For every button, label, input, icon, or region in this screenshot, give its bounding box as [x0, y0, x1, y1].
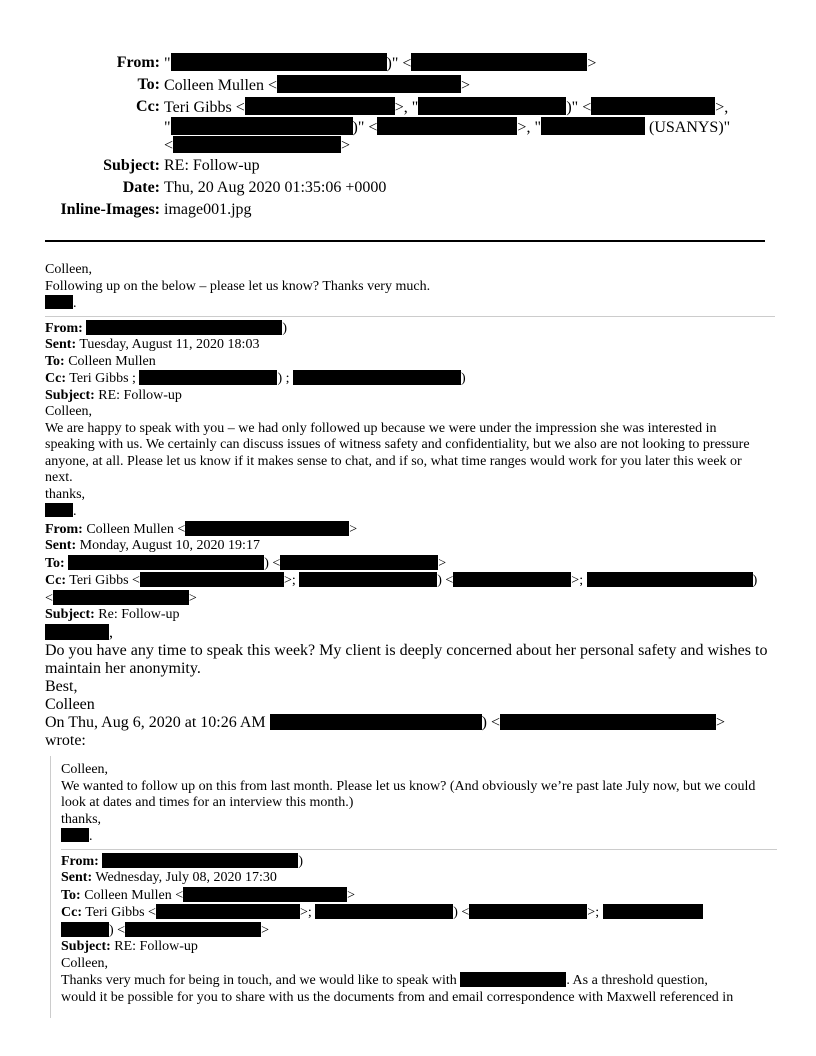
- subject-label: Subject:: [61, 939, 111, 954]
- redacted-block: [45, 295, 73, 309]
- redacted-block: [171, 117, 353, 135]
- redacted-block: [453, 572, 571, 587]
- cc-text: >, ": [394, 99, 419, 116]
- redacted-block: [277, 75, 461, 93]
- quoted-to: [61, 887, 777, 905]
- redacted-block: [377, 117, 517, 135]
- redacted-block: [315, 904, 453, 919]
- quoted-greeting: Colleen,: [61, 762, 109, 777]
- subject-value: RE: Follow-up: [98, 387, 182, 403]
- cc-text: (USANYS)": [644, 119, 731, 136]
- greet-comma: ,: [109, 623, 113, 641]
- para-text: Thanks very much for being in touch, and we would like to speak with: [61, 973, 457, 988]
- header-divider: [45, 240, 765, 242]
- redacted-block: [299, 572, 437, 587]
- subject-value: RE: Follow-up: [164, 157, 260, 174]
- msg2-sent: [45, 337, 775, 354]
- redacted-block: [156, 904, 300, 919]
- msg3-wrote: wrote:: [45, 731, 86, 749]
- cc-text: <: [45, 590, 53, 606]
- subject-value: RE: Follow-up: [114, 939, 198, 954]
- to-label: To:: [61, 887, 81, 903]
- redacted-block: [61, 922, 109, 937]
- cc-label: Cc:: [45, 573, 66, 588]
- signature: [45, 295, 775, 313]
- sig-dot: .: [73, 504, 77, 519]
- quoted-greeting-2: Colleen,: [61, 955, 109, 971]
- on-text: >: [715, 713, 725, 731]
- redacted-block: [460, 972, 566, 987]
- redacted-block: [125, 922, 261, 937]
- redacted-block: [45, 624, 109, 640]
- msg3-to: [45, 555, 775, 573]
- sent-label: Sent:: [45, 337, 77, 352]
- msg3-sent: [45, 538, 775, 555]
- cc-text: ) <: [109, 922, 126, 938]
- redacted-block: [86, 320, 282, 335]
- to-value: Colleen Mullen: [68, 353, 156, 369]
- from-label: From:: [45, 521, 83, 537]
- sent-value: Monday, August 10, 2020 19:17: [79, 538, 260, 553]
- on-text: On Thu, Aug 6, 2020 at 10:26 AM: [45, 713, 266, 731]
- cc-text: ) <: [437, 573, 454, 588]
- msg2-from: [45, 320, 775, 338]
- cc-text: <: [164, 137, 174, 154]
- quoted-para2-line2: would it be possible for you to share with us the documents from and email correspondence with Maxwell referenced in: [61, 989, 734, 1005]
- redacted-block: [102, 853, 298, 868]
- from-label: From:: [45, 320, 83, 336]
- cc-value: Teri Gibbs <: [85, 905, 156, 920]
- redacted-block: [173, 136, 341, 153]
- redacted-block: [293, 370, 461, 385]
- msg3-cc: [45, 572, 775, 590]
- subject-value: Re: Follow-up: [98, 607, 180, 622]
- to-label: To:: [137, 76, 160, 93]
- from-sep: )" <: [386, 55, 412, 72]
- subject-label: Subject:: [45, 607, 95, 622]
- redacted-block: [140, 572, 284, 587]
- msg3-subject: [45, 607, 775, 624]
- redacted-block: [418, 97, 566, 115]
- subject-label: Subject:: [45, 387, 95, 403]
- from-end: >: [349, 521, 358, 537]
- redacted-block: [183, 887, 347, 902]
- subject-label: Subject:: [103, 157, 160, 174]
- cc-value: Teri Gibbs ;: [69, 371, 136, 386]
- msg3-greeting: [45, 624, 775, 642]
- cc-text: ) <: [453, 905, 470, 920]
- date-label: Date:: [122, 179, 160, 196]
- redacted-block: [245, 97, 395, 115]
- message-text: Following up on the below – please let us know? Thanks very much.: [45, 278, 431, 294]
- to-text: ) <: [264, 555, 281, 571]
- cc-text: >;: [283, 573, 296, 588]
- msg2-closing: thanks,: [45, 486, 86, 502]
- sent-label: Sent:: [61, 870, 93, 885]
- redacted-block: [500, 714, 716, 730]
- redacted-block: [270, 714, 482, 730]
- redacted-block: [185, 521, 349, 536]
- redacted-block: [603, 904, 703, 919]
- msg3-best: Best,: [45, 677, 78, 695]
- quoted-paragraph: We wanted to follow up on this from last month. Please let us know? (And obviously we’re past late July now, but we could look at dates and times for an interview this month.): [61, 778, 756, 810]
- cc-text: >: [261, 922, 269, 938]
- msg3-on-line: [45, 714, 775, 732]
- to-name: Colleen Mullen <: [164, 77, 278, 94]
- message-separator: [45, 316, 775, 317]
- cc-text: ): [752, 573, 758, 588]
- cc-text: ): [461, 371, 466, 386]
- to-end: >: [347, 887, 356, 903]
- redacted-block: [53, 590, 189, 605]
- msg2-paragraph: We are happy to speak with you – we had only followed up because we were under the impression she was interested in speaking with us. We certainly can discuss issues of witness safety and confidentiality, but we also are not looking to pressure anyone, at all. Please let us know if it makes sense to chat, and if so, what time ranges would work for you later this week or next.: [45, 420, 750, 485]
- date-value: Thu, 20 Aug 2020 01:35:06 +0000: [164, 179, 387, 196]
- redacted-block: [469, 904, 587, 919]
- redacted-block: [45, 503, 73, 517]
- cc-text: )" <: [566, 99, 592, 116]
- message-separator: [61, 849, 777, 850]
- greeting: Colleen,: [45, 262, 93, 277]
- from-label: From:: [116, 54, 160, 71]
- to-label: To:: [45, 555, 65, 571]
- quoted-sent: [61, 870, 777, 887]
- from-end: ): [298, 853, 304, 869]
- cc-name: Teri Gibbs <: [164, 99, 245, 116]
- redacted-block: [587, 572, 753, 587]
- para-text: . As a threshold question,: [566, 973, 708, 988]
- cc-label: Cc:: [61, 905, 82, 920]
- redacted-block: [280, 555, 438, 570]
- sig-dot: .: [89, 829, 93, 844]
- cc-value: Teri Gibbs <: [69, 573, 140, 588]
- msg3-cc-cont: [45, 590, 775, 608]
- msg3-from: [45, 521, 775, 539]
- redacted-block: [411, 53, 587, 71]
- redacted-block: [171, 53, 387, 71]
- sent-value: Wednesday, July 08, 2020 17:30: [95, 870, 277, 885]
- from-end: ): [282, 320, 288, 336]
- msg2-subject: [45, 388, 775, 405]
- sent-label: Sent:: [45, 538, 77, 553]
- from-label: From:: [61, 853, 99, 869]
- cc-text: >;: [587, 905, 600, 920]
- redacted-block: [541, 117, 645, 135]
- inline-images-value: image001.jpg: [164, 201, 252, 218]
- msg2-cc: [45, 370, 775, 388]
- cc-text: >: [341, 137, 351, 154]
- email-body: [45, 262, 775, 750]
- to-label: To:: [45, 353, 65, 369]
- cc-text: ": [164, 119, 171, 136]
- quoted-signature: [61, 828, 777, 846]
- quoted-closing: thanks,: [61, 811, 102, 827]
- cc-text: >,: [715, 99, 729, 116]
- to-end: >: [438, 555, 447, 571]
- msg2-signature: [45, 503, 775, 521]
- cc-text: ) ;: [277, 371, 290, 386]
- cc-label: Cc:: [136, 98, 160, 115]
- cc-text: >, ": [517, 119, 541, 136]
- to-value: Colleen Mullen <: [84, 887, 184, 903]
- redacted-block: [68, 555, 264, 570]
- cc-label: Cc:: [45, 371, 66, 386]
- inline-images-label: Inline-Images:: [60, 201, 160, 218]
- quoted-subject: [61, 939, 777, 956]
- cc-text: >: [188, 590, 197, 606]
- quoted-cc: [61, 904, 777, 922]
- sent-value: Tuesday, August 11, 2020 18:03: [79, 337, 260, 352]
- from-quote: ": [164, 55, 171, 72]
- to-end: >: [461, 77, 471, 94]
- redacted-block: [61, 828, 89, 842]
- quoted-from: [61, 853, 777, 871]
- on-text: ) <: [481, 713, 500, 731]
- cc-text: >;: [571, 573, 584, 588]
- from-value: Colleen Mullen <: [86, 521, 186, 537]
- msg3-paragraph: Do you have any time to speak this week? My client is deeply concerned about her personal safety and wishes to maintain her anonymity.: [45, 641, 768, 677]
- from-end: >: [587, 55, 597, 72]
- quoted-cc-cont: [61, 922, 777, 940]
- quoted-para2-line1: [61, 972, 777, 990]
- redacted-block: [139, 370, 277, 385]
- redacted-block: [591, 97, 715, 115]
- msg3-name: Colleen: [45, 695, 95, 713]
- msg2-greeting: Colleen,: [45, 404, 93, 419]
- cc-text: )" <: [352, 119, 378, 136]
- quoted-message: [50, 756, 777, 1018]
- cc-text: >;: [299, 905, 312, 920]
- msg2-to: [45, 354, 775, 371]
- sig-dot: .: [73, 296, 77, 311]
